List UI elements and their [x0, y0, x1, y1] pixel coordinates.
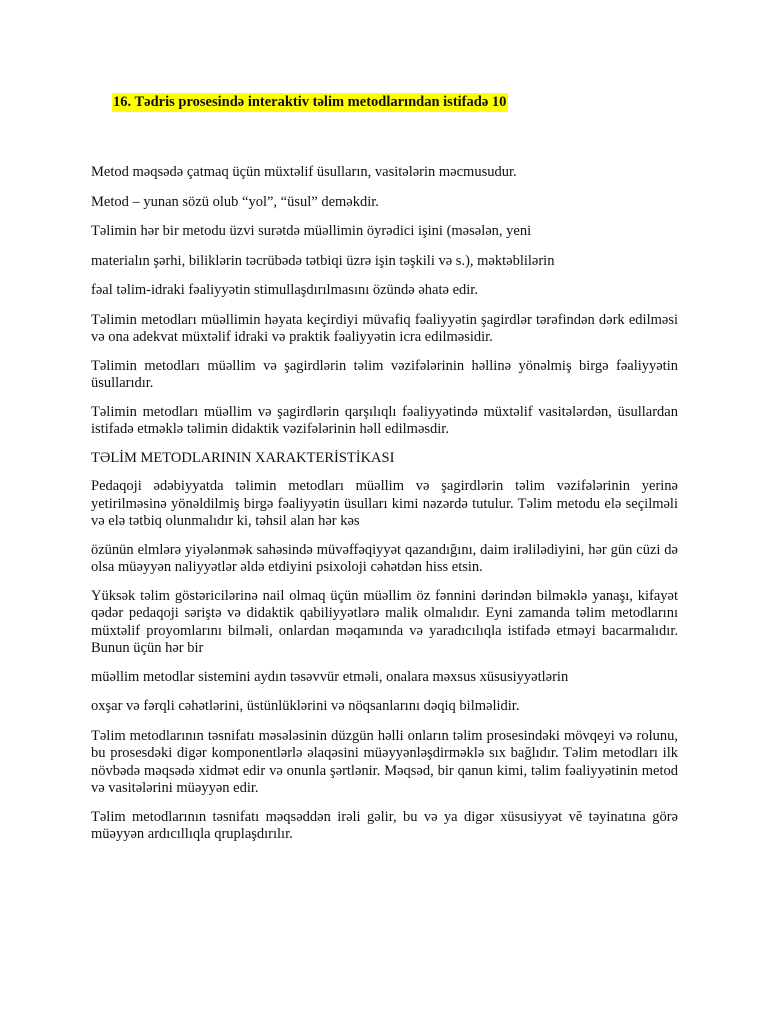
section-heading: TƏLİM METODLARININ XARAKTERİSTİKASI	[91, 449, 395, 466]
paragraph: fəal təlim-idraki fəaliyyətin stimullaşdırılmasını özündə əhatə edir.	[91, 282, 478, 298]
document-title: 16. Tədris prosesində interaktiv təlim metodlarından istifadə 10	[113, 94, 507, 110]
title-container	[91, 93, 678, 112]
paragraph: materialın şərhi, biliklərin təcrübədə tətbiqi üzrə işin təşkili və s.), məktəblilərin	[91, 252, 555, 269]
paragraph: müəllim metodlar sistemini aydın təsəvvür etməli, onalara məxsus xüsusiyyətlərin	[91, 668, 569, 685]
document-page	[91, 93, 678, 855]
paragraph: Təlimin metodları müəllim və şagirdlərin qarşılıqlı fəaliyyətində müxtəlif vasitələrdən, üsullardan istifadə etməklə təlimin didaktik vəzifələrinin həll edilməsdir.	[91, 403, 678, 437]
paragraph: Təlim metodlarının təsnifatı məsələsinin düzgün həlli onların təlim prosesindəki mövqeyi və rolunu, bu prosesdəki digər komponentlərlə əlaqəsini müəyyənləşdirməklə sıx bağlıdır. Təlim metodları ilk növbədə məqsədə xidmət edir və onunla şərtlənir. Məqsəd, bir qanun kimi, təlim fəaliyyətinin metod və vasitələrini müəyyən edir.	[91, 727, 678, 796]
paragraph: Təlimin metodları müəllim və şagirdlərin təlim vəzifələrinin həllinə yönəlmiş birgə fəaliyyətin üsullarıdır.	[91, 357, 678, 391]
paragraph: Pedaqoji ədəbiyyatda təlimin metodları müəllim və şagirdlərin təlim vəzifələrinin yerinə yetirilməsinə yönəldilmiş birgə fəaliyyətin üsulları kimi nəzərdə tutulur. Təlim metodu elə seçilməli və elə tətbiq olunmalıdır ki, təhsil alan hər kəs	[91, 478, 678, 529]
paragraph: Təlimin metodları müəllimin həyata keçirdiyi müvafiq fəaliyyətin şagirdlər tərəfindən dərk edilməsi və ona adekvat müxtəlif idraki və praktik fəaliyyətin icra edilməsidir.	[91, 311, 678, 345]
paragraph: Təlimin hər bir metodu üzvi surətdə müəllimin öyrədici işini (məsələn, yeni	[91, 223, 532, 239]
paragraph: Təlim metodlarının təsnifatı məqsəddən irəli gəlir, bu və ya digər xüsusiyyət vĕ təyinatına görə müəyyən ardıcıllıqla qruplaşdırılır.	[91, 808, 678, 842]
paragraph: Metod – yunan sözü olub “yol”, “üsul” deməkdir.	[91, 193, 379, 210]
paragraph: Metod məqsədə çatmaq üçün müxtəlif üsulların, vasitələrin məcmusudur.	[91, 164, 517, 180]
paragraph: oxşar və fərqli cəhətlərini, üstünlüklərini və nöqsanlarını dəqiq bilməlidir.	[91, 698, 520, 714]
paragraph: özünün elmlərə yiyələnmək sahəsində müvəffəqiyyət qazandığını, daim irəlilədiyini, hər gün cüzi də olsa müəyyən naliyyətlər əldə etdiyini psixoloji cəhətdən hiss etsin.	[91, 541, 678, 575]
paragraph: Yüksək təlim göstəricilərinə nail olmaq üçün müəllim öz fənnini dərindən bilməklə yanaşı, kifayət qədər pedaqoji səriştə və didaktik qabiliyyətlərə malik olmalıdır. Eyni zamanda təlim metodlarını müxtəlif proyomlarını bilməli, onlardan məqamında və yaradıcılıqla istifadə etməyi bacarmalıdır. Bunun üçün hər bir	[91, 587, 678, 656]
